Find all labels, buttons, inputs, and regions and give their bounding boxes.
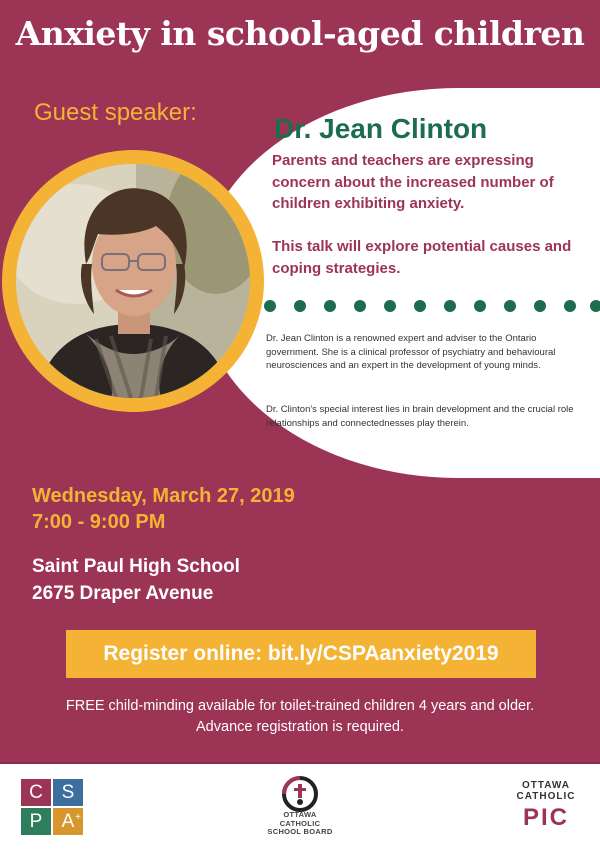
bio-paragraph-1: Dr. Jean Clinton is a renowned expert and adviser to the Ontario government. She is a clinical professor of psychiatry and behavioural neurosciences and an expert in the development of young minds. bbox=[266, 333, 556, 372]
speaker-name: Dr. Jean Clinton bbox=[274, 113, 488, 144]
speaker-portrait-image bbox=[16, 164, 250, 398]
cspa-plus-mark: + bbox=[75, 812, 81, 823]
ocsb-logo bbox=[262, 776, 338, 846]
ocpic-logo bbox=[506, 780, 586, 840]
ocsb-wordmark bbox=[262, 811, 338, 837]
poster-title: Anxiety in school-aged children bbox=[15, 14, 585, 53]
event-date: Wednesday, March 27, 2019 bbox=[32, 485, 295, 507]
ocpic-wordmark-pic: PIC bbox=[522, 804, 569, 831]
speaker-photo bbox=[16, 164, 250, 398]
dotted-divider bbox=[262, 297, 600, 315]
ocpic-word-1: OTTAWA bbox=[521, 780, 571, 791]
ocsb-word-2: CATHOLIC bbox=[279, 818, 321, 828]
guest-speaker-label: Guest speaker: bbox=[34, 99, 197, 126]
cspa-logo bbox=[21, 779, 83, 835]
event-venue: Saint Paul High School bbox=[32, 556, 240, 577]
ocpic-word-2: CATHOLIC bbox=[516, 791, 576, 802]
footer-divider bbox=[0, 762, 600, 764]
intro-paragraph-2: This talk will explore potential causes and coping strategies. bbox=[272, 238, 572, 277]
event-time: 7:00 - 9:00 PM bbox=[32, 511, 166, 533]
cspa-letter-a: A + bbox=[53, 808, 83, 835]
ocsb-word-1: OTTAWA bbox=[283, 810, 317, 819]
registration-note bbox=[0, 696, 600, 738]
intro-paragraph-1: Parents and teachers are expressing concern about the increased number of children exhibiting anxiety. bbox=[272, 152, 554, 212]
register-online-banner: Register online: bit.ly/CSPAanxiety2019 bbox=[66, 630, 536, 678]
ocsb-emblem-icon bbox=[280, 776, 320, 812]
event-location bbox=[32, 553, 240, 607]
cspa-letter-c: C bbox=[21, 779, 51, 806]
bio-paragraph-2: Dr. Clinton's special interest lies in brain development and the crucial role relationships and connectednesses play therein. bbox=[266, 404, 574, 429]
event-datetime bbox=[32, 483, 295, 535]
cspa-letter-p: P bbox=[21, 808, 51, 835]
child-minding-note: FREE child-minding available for toilet-trained children 4 years and older. bbox=[65, 698, 535, 714]
cspa-letter-s: S bbox=[53, 779, 83, 806]
ocsb-word-3: SCHOOL BOARD bbox=[267, 827, 333, 836]
advance-registration-note: Advance registration is required. bbox=[196, 719, 404, 735]
event-address: 2675 Draper Avenue bbox=[32, 583, 214, 604]
